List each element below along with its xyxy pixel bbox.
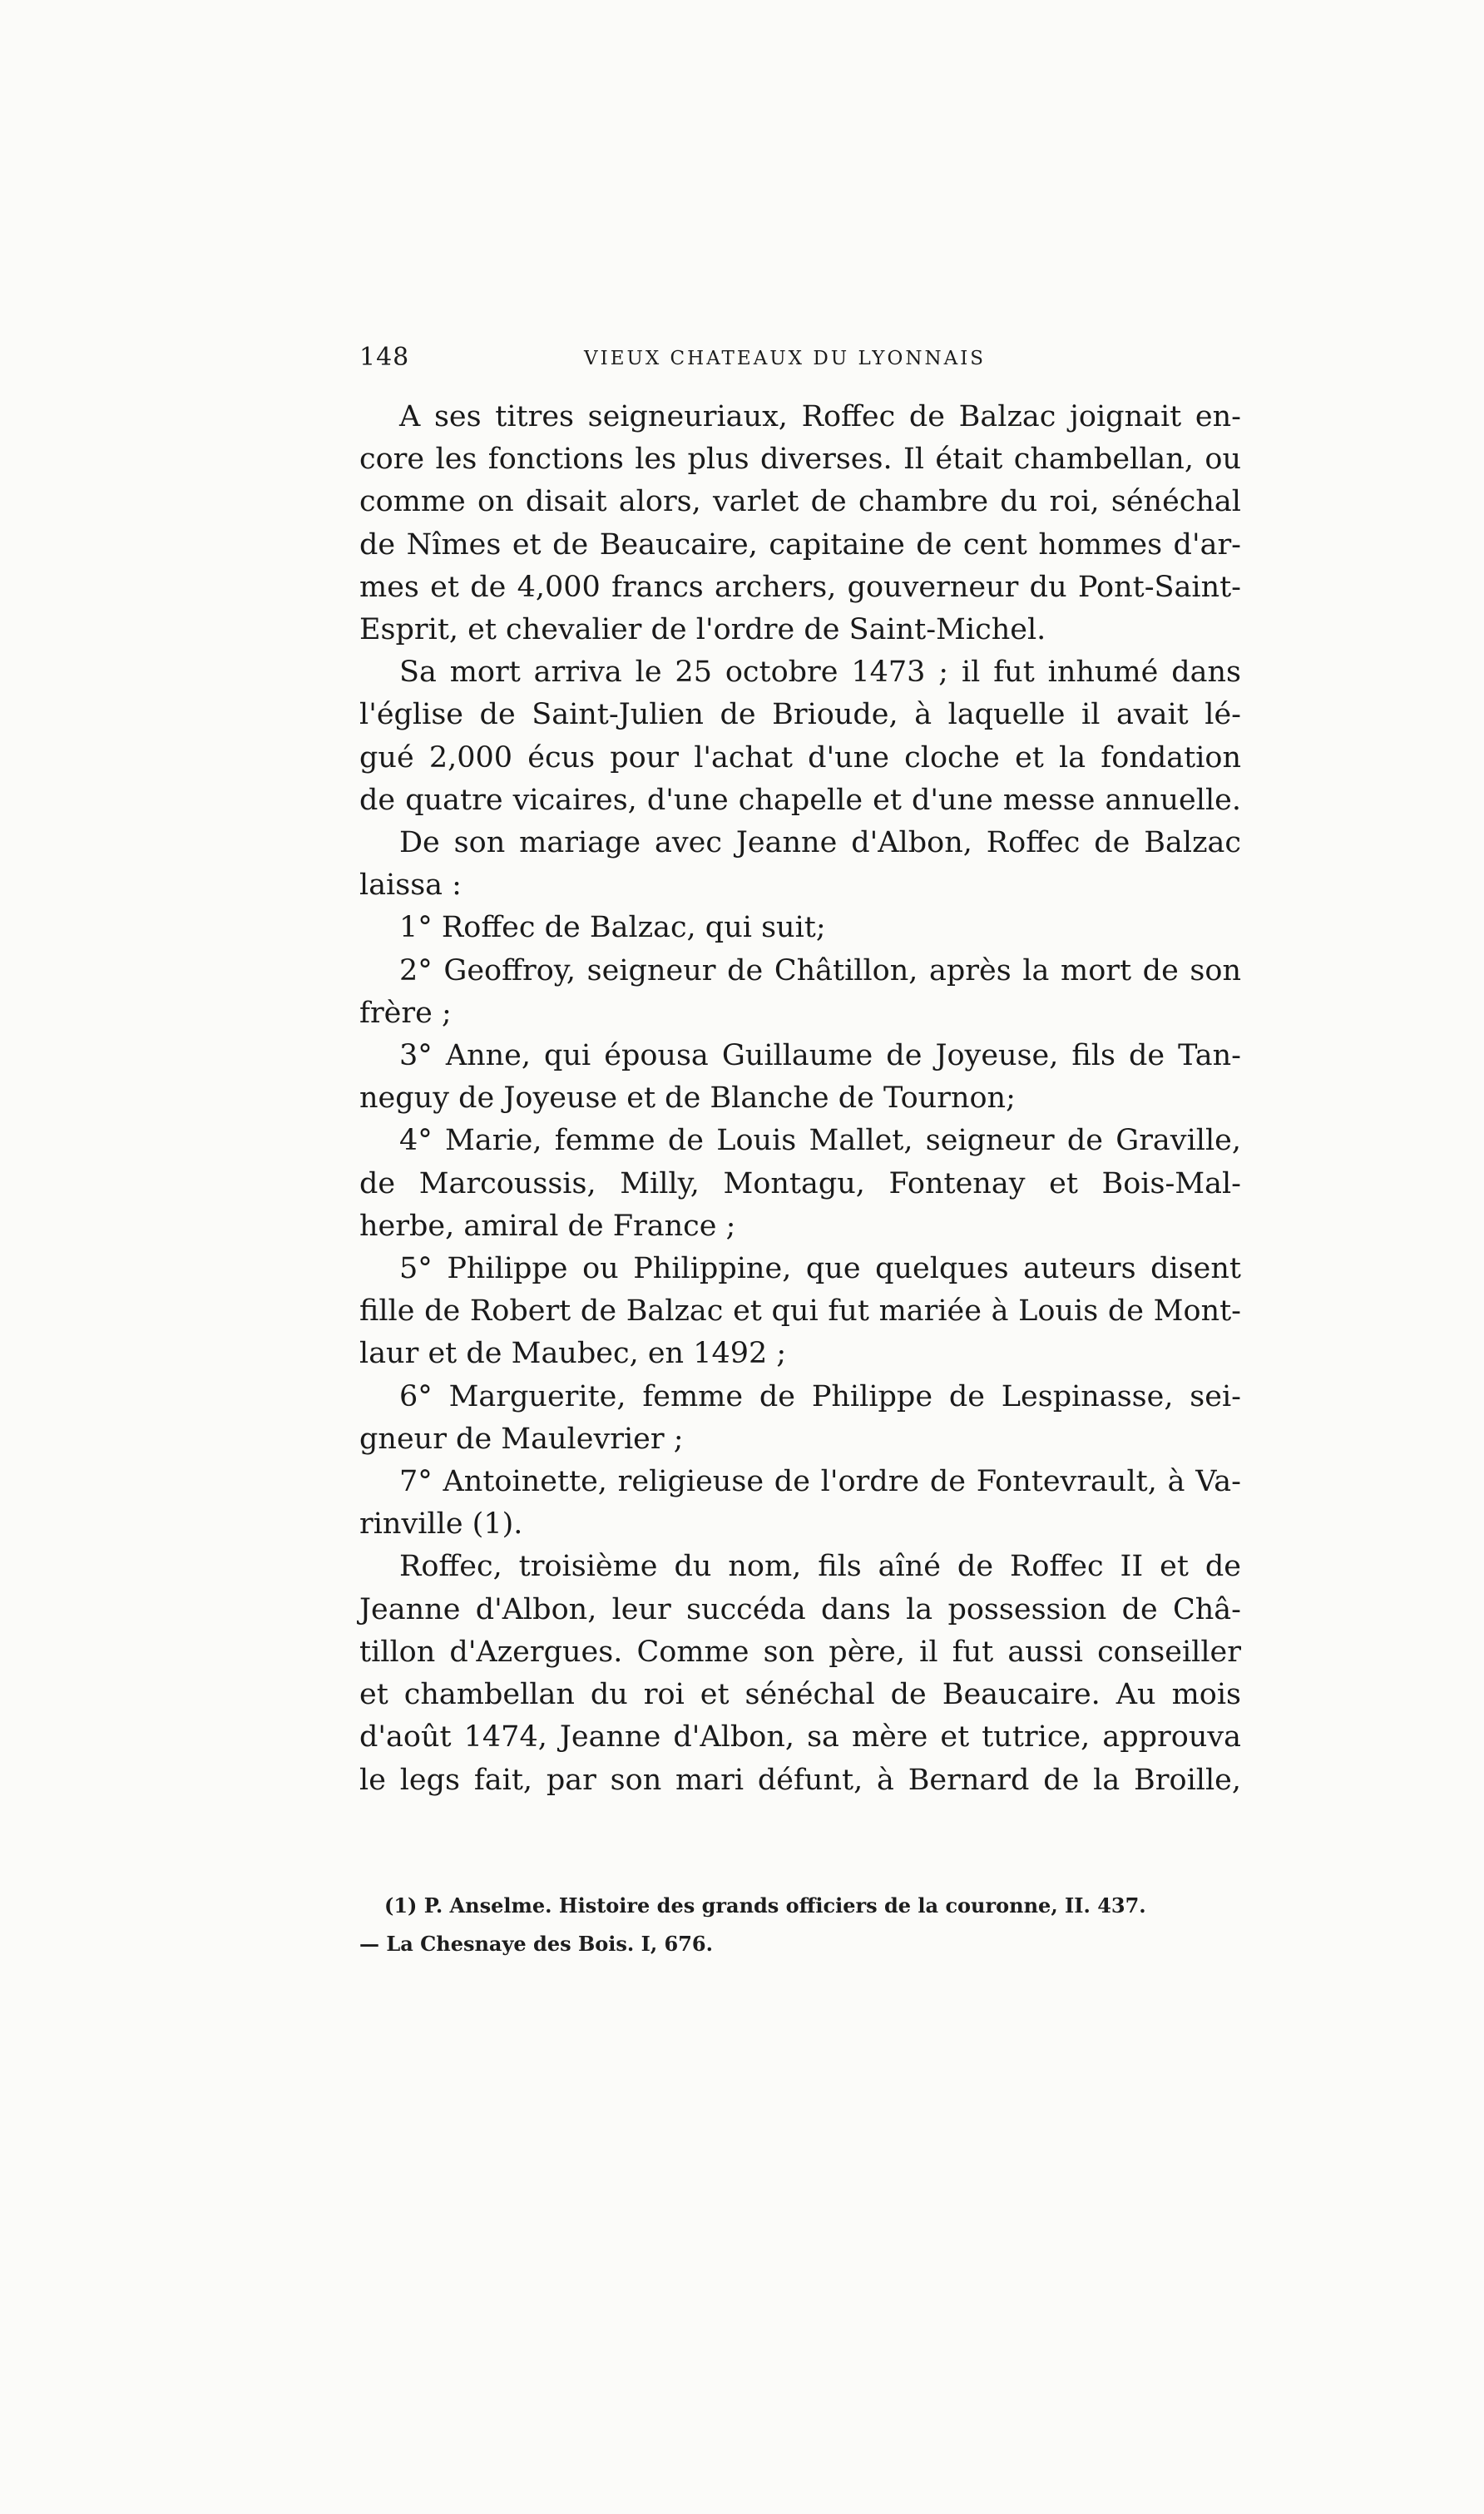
text-line: le legs fait, par son mari défunt, à Bernard de la Broille, — [359, 1763, 1241, 1797]
text-line: gué 2,000 écus pour l'achat d'une cloche et la fondation — [359, 740, 1241, 774]
text-line: Sa mort arriva le 25 octobre 1473 ; il fut inhumé dans — [399, 656, 1241, 690]
text-line: frère ; — [359, 996, 452, 1030]
text-line: de Marcoussis, Milly, Montagu, Fontenay et Bois-Mal- — [359, 1166, 1241, 1200]
text-line: 3° Anne, qui épousa Guillaume de Joyeuse, fils de Tan- — [399, 1039, 1241, 1073]
text-line: et chambellan du roi et sénéchal de Beaucaire. Au mois — [359, 1678, 1241, 1712]
text-line: A ses titres seigneuriaux, Roffec de Balzac joignait en- — [399, 400, 1241, 433]
page-number: 148 — [359, 343, 410, 372]
text-line: neguy de Joyeuse et de Blanche de Tournon; — [359, 1081, 1016, 1116]
text-line: laur et de Maubec, en 1492 ; — [359, 1337, 787, 1371]
text-line: laissa : — [359, 869, 462, 903]
text-line: core les fonctions les plus diverses. Il était chambellan, ou — [359, 443, 1241, 477]
text-line: de quatre vicaires, d'une chapelle et d'une messe annuelle. — [359, 783, 1241, 817]
text-line: 1° Roffec de Balzac, qui suit; — [399, 911, 826, 945]
text-line: gneur de Maulevrier ; — [359, 1422, 684, 1456]
body-text — [359, 396, 1241, 1802]
text-line: 2° Geoffroy, seigneur de Châtillon, après la mort de son — [399, 953, 1241, 987]
running-title: VIEUX CHATEAUX DU LYONNAIS — [584, 348, 987, 369]
text-line: l'église de Saint-Julien de Brioude, à laquelle il avait lé- — [359, 698, 1241, 732]
text-line: 4° Marie, femme de Louis Mallet, seigneur de Graville, — [399, 1124, 1241, 1158]
text-line: comme on disait alors, varlet de chambre du roi, sénéchal — [359, 485, 1241, 519]
text-line: Jeanne d'Albon, leur succéda dans la possession de Châ- — [359, 1592, 1241, 1626]
text-line: tillon d'Azergues. Comme son père, il fut aussi conseiller — [359, 1635, 1241, 1669]
text-line: fille de Robert de Balzac et qui fut mariée à Louis de Mont- — [359, 1294, 1241, 1329]
text-line: 7° Antoinette, religieuse de l'ordre de Fontevrault, à Va- — [399, 1465, 1241, 1499]
page-header — [359, 343, 1046, 393]
footnote-line: — La Chesnaye des Bois. I, 676. — [359, 1932, 713, 1956]
text-line: Esprit, et chevalier de l'ordre de Saint-Michel. — [359, 613, 1046, 647]
text-line: de Nîmes et de Beaucaire, capitaine de cent hommes d'ar- — [359, 527, 1241, 562]
text-line: 5° Philippe ou Philippine, que quelques auteurs disent — [399, 1252, 1241, 1286]
text-line: d'août 1474, Jeanne d'Albon, sa mère et tutrice, approuva — [359, 1720, 1241, 1754]
footnotes — [359, 1887, 1241, 1963]
footnote-line: (1) P. Anselme. Histoire des grands officiers de la couronne, II. 437. — [384, 1893, 1146, 1918]
text-line: rinville (1). — [359, 1507, 523, 1542]
text-line: 6° Marguerite, femme de Philippe de Lespinasse, sei- — [399, 1379, 1241, 1413]
text-line: De son mariage avec Jeanne d'Albon, Roffec de Balzac — [399, 826, 1241, 860]
text-line: mes et de 4,000 francs archers, gouverneur du Pont-Saint- — [359, 570, 1241, 604]
text-line: Roffec, troisième du nom, fils aîné de Roffec II et de — [399, 1550, 1241, 1584]
text-line: herbe, amiral de France ; — [359, 1209, 736, 1243]
